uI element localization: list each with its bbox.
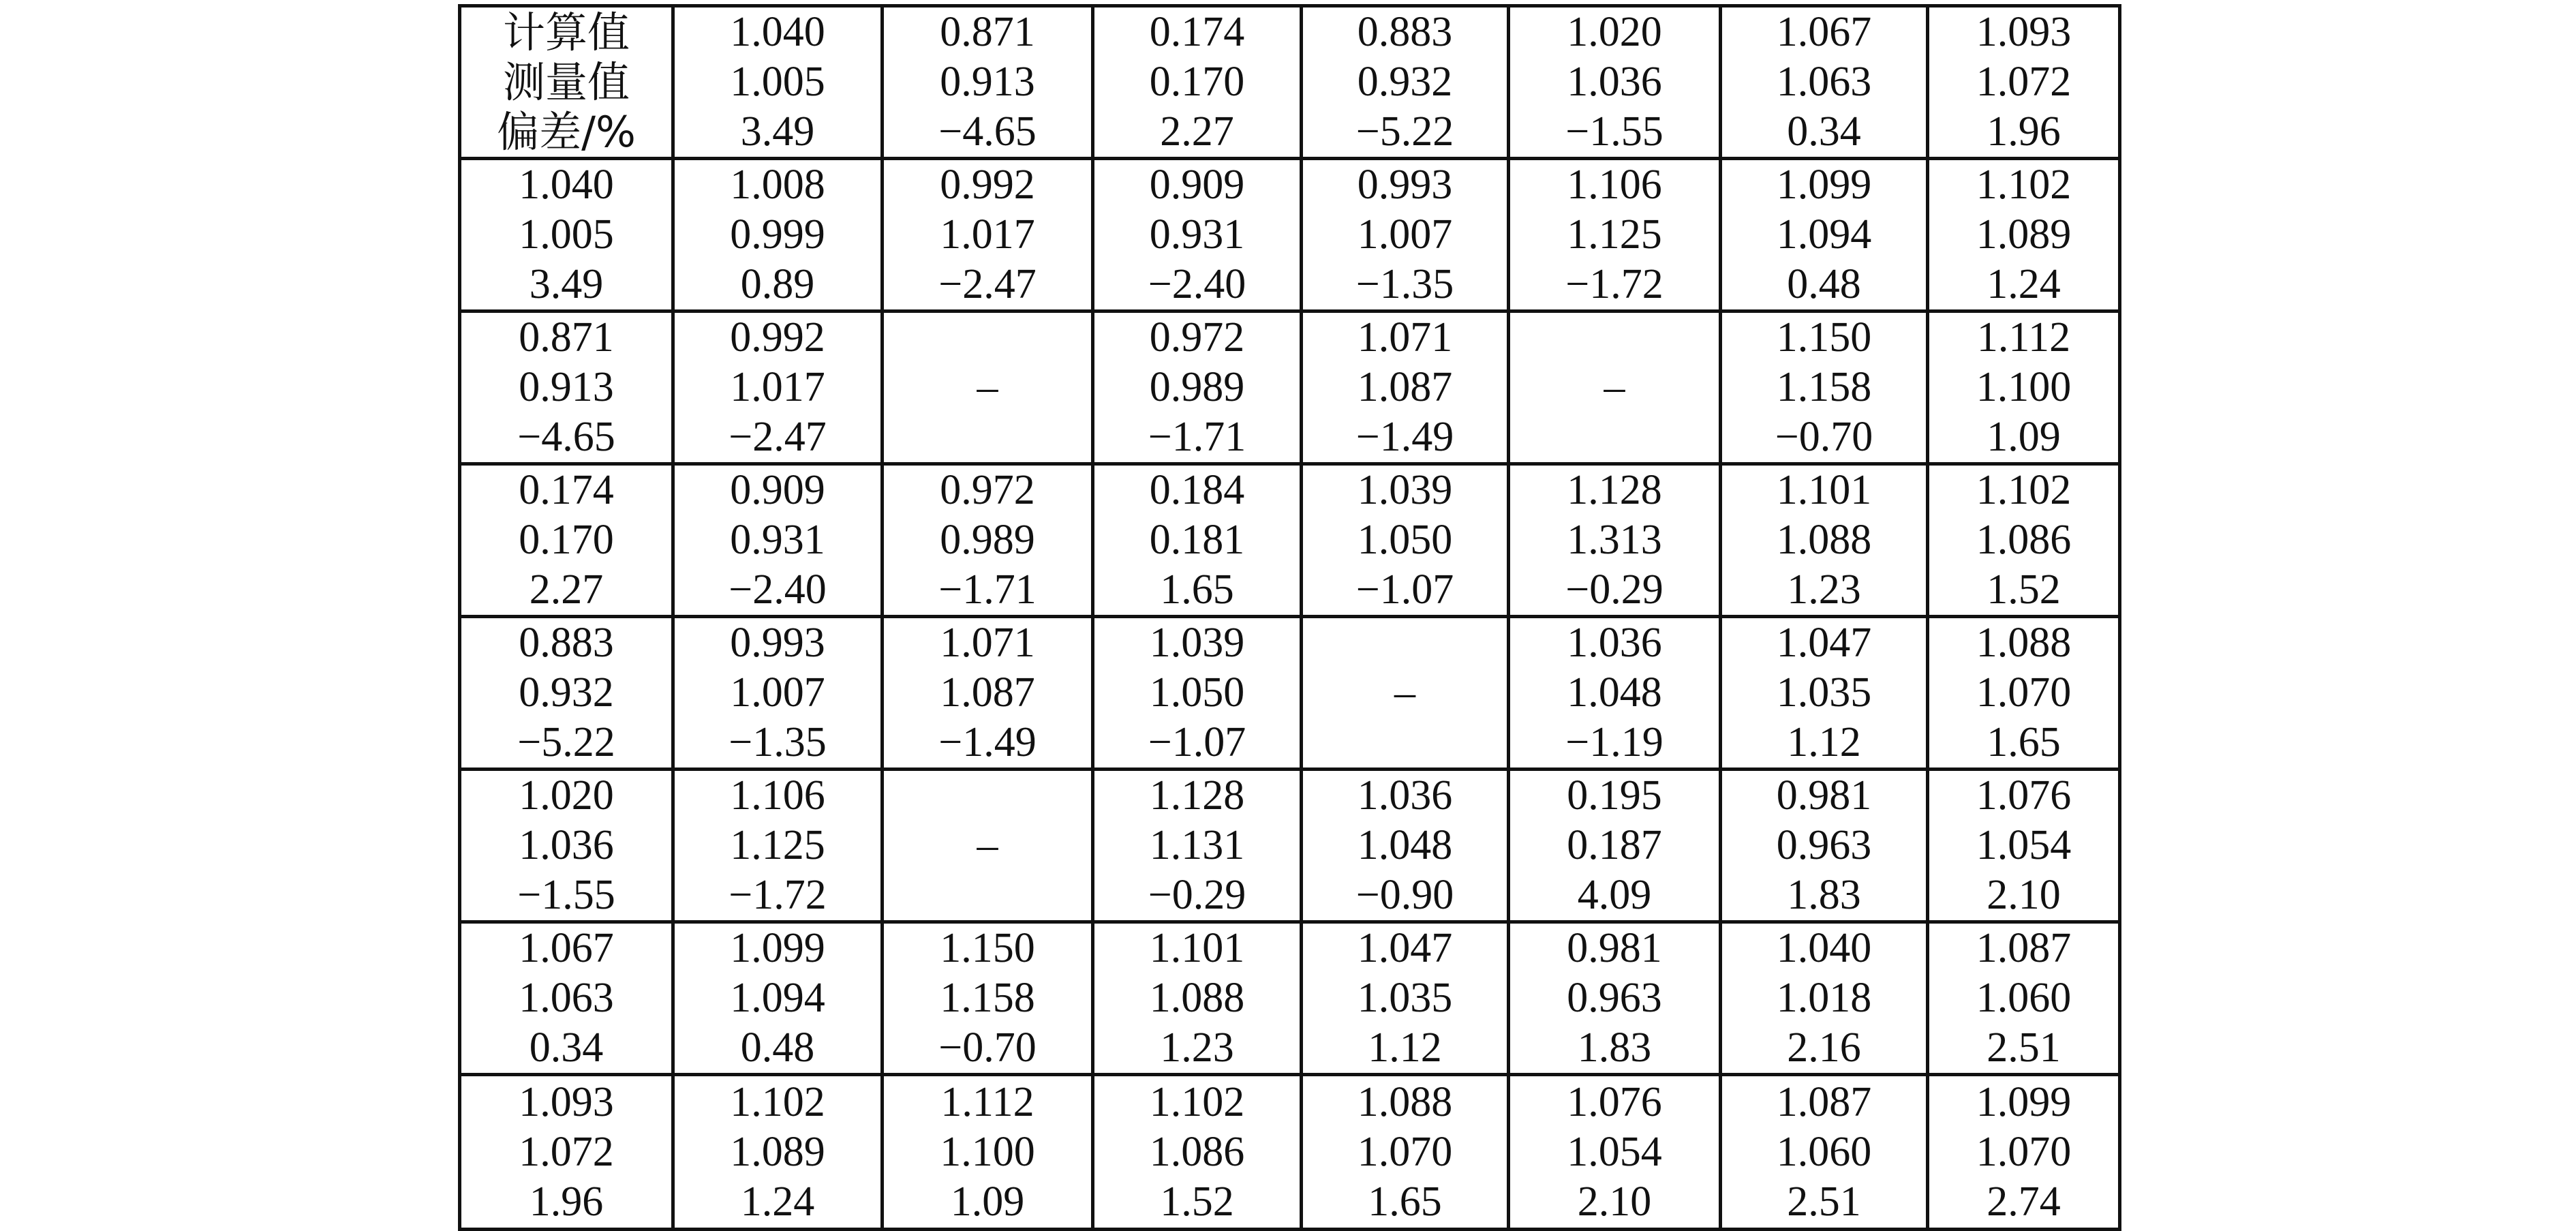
measured-value: 0.932 bbox=[1357, 59, 1453, 105]
calculated-value: 1.102 bbox=[1976, 467, 2072, 513]
table-row bbox=[460, 6, 2120, 159]
deviation-value: 2.51 bbox=[1987, 1024, 2061, 1071]
calculated-value: 1.047 bbox=[1357, 925, 1453, 971]
calculated-value: 1.039 bbox=[1357, 467, 1453, 513]
deviation-value: 1.65 bbox=[1987, 719, 2061, 765]
table-row bbox=[460, 464, 2120, 617]
deviation-value: 3.49 bbox=[740, 108, 815, 155]
deviation-value: −1.07 bbox=[1355, 566, 1454, 613]
calculated-value: 1.093 bbox=[519, 1078, 614, 1125]
table-cell bbox=[673, 770, 883, 922]
deviation-value: 1.09 bbox=[950, 1178, 1025, 1225]
calculated-value: 1.128 bbox=[1149, 772, 1245, 819]
empty-cell bbox=[883, 770, 1093, 922]
deviation-value: −4.65 bbox=[938, 108, 1037, 155]
table-cell bbox=[673, 6, 883, 159]
table-cell bbox=[1302, 922, 1509, 1075]
table-cell bbox=[883, 1075, 1093, 1230]
calculated-value: 1.102 bbox=[1976, 162, 2072, 208]
table-row bbox=[460, 159, 2120, 311]
deviation-value: −1.49 bbox=[938, 719, 1037, 765]
calculated-value: 1.112 bbox=[940, 1078, 1034, 1125]
deviation-value: −1.55 bbox=[1565, 108, 1663, 155]
measured-value: 1.060 bbox=[1776, 1128, 1872, 1175]
table-cell bbox=[460, 311, 673, 464]
measured-value: 1.007 bbox=[730, 669, 825, 716]
measured-value: 1.070 bbox=[1976, 669, 2072, 716]
table-cell bbox=[460, 1075, 673, 1230]
calculated-value: 1.020 bbox=[1567, 9, 1662, 55]
deviation-value: −0.29 bbox=[1148, 872, 1246, 918]
calculated-value: 0.883 bbox=[519, 620, 614, 666]
table-row bbox=[460, 770, 2120, 922]
calculated-value: 0.871 bbox=[940, 9, 1035, 55]
calculated-value: 0.195 bbox=[1567, 772, 1662, 819]
measured-value: 0.932 bbox=[519, 669, 614, 716]
measured-value: 1.054 bbox=[1976, 822, 2072, 868]
table-cell bbox=[1721, 6, 1928, 159]
legend-cell bbox=[460, 6, 673, 159]
empty-cell bbox=[1302, 617, 1509, 770]
table-cell bbox=[1093, 617, 1302, 770]
calculated-value: 1.039 bbox=[1149, 620, 1245, 666]
measured-value: 1.048 bbox=[1567, 669, 1662, 716]
measured-value: 1.100 bbox=[940, 1128, 1035, 1175]
measured-value: 0.170 bbox=[519, 517, 614, 563]
no-data-dash: – bbox=[977, 364, 998, 410]
table-cell bbox=[1721, 770, 1928, 922]
table-cell bbox=[460, 770, 673, 922]
deviation-value: 2.10 bbox=[1987, 872, 2061, 918]
table-row bbox=[460, 617, 2120, 770]
no-data-dash: – bbox=[977, 822, 998, 868]
measured-value: 1.072 bbox=[519, 1128, 614, 1175]
deviation-value: −1.07 bbox=[1148, 719, 1246, 765]
table-cell bbox=[883, 159, 1093, 311]
table-cell bbox=[1928, 311, 2120, 464]
measured-value: 1.158 bbox=[940, 975, 1035, 1021]
calculated-value: 1.071 bbox=[1357, 314, 1453, 361]
deviation-value: 1.23 bbox=[1787, 566, 1861, 613]
deviation-value: 1.96 bbox=[1987, 108, 2061, 155]
deviation-value: 0.34 bbox=[529, 1024, 604, 1071]
table-cell bbox=[1721, 922, 1928, 1075]
deviation-value: 1.65 bbox=[1368, 1178, 1442, 1225]
deviation-value: 2.27 bbox=[529, 566, 604, 613]
table-cell bbox=[460, 922, 673, 1075]
measured-value: 1.087 bbox=[1357, 364, 1453, 410]
deviation-value: −1.55 bbox=[517, 872, 615, 918]
deviation-value: 1.12 bbox=[1787, 719, 1861, 765]
no-data-dash: – bbox=[1604, 364, 1625, 410]
table-cell bbox=[1302, 1075, 1509, 1230]
measured-value: 1.131 bbox=[1149, 822, 1245, 868]
measured-value: 0.931 bbox=[1149, 211, 1245, 258]
table-cell bbox=[673, 922, 883, 1075]
table-cell bbox=[1928, 159, 2120, 311]
deviation-value: 1.52 bbox=[1987, 566, 2061, 613]
calculated-value: 1.071 bbox=[940, 620, 1035, 666]
calculated-value: 1.076 bbox=[1567, 1078, 1662, 1125]
measured-value: 0.999 bbox=[730, 211, 825, 258]
calculated-value: 1.040 bbox=[519, 162, 614, 208]
table-cell bbox=[1509, 922, 1721, 1075]
measured-value: 0.913 bbox=[940, 59, 1035, 105]
measured-value: 1.125 bbox=[1567, 211, 1662, 258]
deviation-value: −0.90 bbox=[1355, 872, 1454, 918]
deviation-value: 0.48 bbox=[1787, 261, 1861, 307]
calculated-label: 计算值 bbox=[502, 7, 630, 57]
table-cell bbox=[1928, 1075, 2120, 1230]
measured-value: 0.913 bbox=[519, 364, 614, 410]
calculated-value: 1.102 bbox=[730, 1078, 825, 1125]
deviation-value: 1.83 bbox=[1577, 1024, 1652, 1071]
calculated-value: 0.972 bbox=[1149, 314, 1245, 361]
calculated-value: 1.101 bbox=[1149, 925, 1245, 971]
deviation-value: 1.83 bbox=[1787, 872, 1861, 918]
deviation-value: −5.22 bbox=[1355, 108, 1454, 155]
measured-value: 1.018 bbox=[1776, 975, 1872, 1021]
calculated-value: 1.076 bbox=[1976, 772, 2072, 819]
table-cell bbox=[1509, 159, 1721, 311]
power-distribution-table bbox=[458, 4, 2121, 1231]
empty-cell bbox=[883, 311, 1093, 464]
table-cell bbox=[1721, 159, 1928, 311]
table-cell bbox=[673, 617, 883, 770]
deviation-value: −1.49 bbox=[1355, 414, 1454, 460]
deviation-value: 1.24 bbox=[1987, 261, 2061, 307]
table-cell bbox=[883, 6, 1093, 159]
measured-value: 1.005 bbox=[519, 211, 614, 258]
calculated-value: 1.099 bbox=[1776, 162, 1872, 208]
calculated-value: 1.036 bbox=[1357, 772, 1453, 819]
calculated-value: 0.981 bbox=[1776, 772, 1872, 819]
deviation-value: −0.29 bbox=[1565, 566, 1663, 613]
measured-value: 1.072 bbox=[1976, 59, 2072, 105]
deviation-value: −2.47 bbox=[938, 261, 1037, 307]
measured-value: 1.060 bbox=[1976, 975, 2072, 1021]
deviation-value: −0.70 bbox=[938, 1024, 1037, 1071]
table-cell bbox=[1928, 922, 2120, 1075]
measured-value: 1.017 bbox=[730, 364, 825, 410]
measured-value: 1.089 bbox=[1976, 211, 2072, 258]
table-cell bbox=[1509, 464, 1721, 617]
table-row bbox=[460, 311, 2120, 464]
table-cell bbox=[1093, 464, 1302, 617]
measured-value: 1.094 bbox=[730, 975, 825, 1021]
deviation-value: 1.12 bbox=[1368, 1024, 1442, 1071]
calculated-value: 1.102 bbox=[1149, 1078, 1245, 1125]
measured-value: 1.087 bbox=[940, 669, 1035, 716]
measured-value: 1.100 bbox=[1976, 364, 2072, 410]
measured-value: 1.036 bbox=[519, 822, 614, 868]
deviation-value: −1.71 bbox=[1148, 414, 1246, 460]
table-cell bbox=[1928, 770, 2120, 922]
table-row bbox=[460, 922, 2120, 1075]
deviation-value: 2.27 bbox=[1160, 108, 1234, 155]
table-cell bbox=[1093, 770, 1302, 922]
table-row bbox=[460, 1075, 2120, 1230]
table-cell bbox=[1093, 922, 1302, 1075]
table-cell bbox=[673, 159, 883, 311]
calculated-value: 1.008 bbox=[730, 162, 825, 208]
measured-value: 1.005 bbox=[730, 59, 825, 105]
deviation-value: 1.24 bbox=[740, 1178, 815, 1225]
measured-value: 1.070 bbox=[1976, 1128, 2072, 1175]
measured-value: 1.063 bbox=[519, 975, 614, 1021]
deviation-value: −5.22 bbox=[517, 719, 615, 765]
measured-value: 1.094 bbox=[1776, 211, 1872, 258]
table-cell bbox=[1302, 311, 1509, 464]
measured-value: 1.048 bbox=[1357, 822, 1453, 868]
measured-value: 0.181 bbox=[1149, 517, 1245, 563]
deviation-value: 2.16 bbox=[1787, 1024, 1861, 1071]
calculated-value: 0.981 bbox=[1567, 925, 1662, 971]
measured-value: 1.158 bbox=[1776, 364, 1872, 410]
calculated-value: 0.972 bbox=[940, 467, 1035, 513]
calculated-value: 1.150 bbox=[1776, 314, 1872, 361]
empty-cell bbox=[1509, 311, 1721, 464]
deviation-value: −1.72 bbox=[729, 872, 827, 918]
measured-value: 0.963 bbox=[1776, 822, 1872, 868]
deviation-value: −0.70 bbox=[1775, 414, 1873, 460]
deviation-value: −2.40 bbox=[1148, 261, 1246, 307]
calculated-value: 1.106 bbox=[730, 772, 825, 819]
measured-value: 1.088 bbox=[1149, 975, 1245, 1021]
deviation-value: 3.49 bbox=[529, 261, 604, 307]
table-cell bbox=[1928, 6, 2120, 159]
calculated-value: 1.067 bbox=[519, 925, 614, 971]
table-cell bbox=[460, 464, 673, 617]
deviation-value: 2.51 bbox=[1787, 1178, 1861, 1225]
deviation-value: 2.10 bbox=[1577, 1178, 1652, 1225]
calculated-value: 1.047 bbox=[1776, 620, 1872, 666]
table-cell bbox=[1093, 311, 1302, 464]
table-cell bbox=[1302, 159, 1509, 311]
calculated-value: 1.087 bbox=[1976, 925, 2072, 971]
calculated-value: 0.184 bbox=[1149, 467, 1245, 513]
calculated-value: 0.909 bbox=[730, 467, 825, 513]
measured-value: 1.017 bbox=[940, 211, 1035, 258]
measured-value: 1.086 bbox=[1976, 517, 2072, 563]
table-cell bbox=[1928, 464, 2120, 617]
table-cell bbox=[460, 617, 673, 770]
calculated-value: 1.128 bbox=[1567, 467, 1662, 513]
calculated-value: 1.093 bbox=[1976, 9, 2072, 55]
measured-value: 0.187 bbox=[1567, 822, 1662, 868]
deviation-value: 1.52 bbox=[1160, 1178, 1234, 1225]
no-data-dash: – bbox=[1394, 669, 1415, 716]
deviation-value: −1.72 bbox=[1565, 261, 1663, 307]
table-cell bbox=[883, 464, 1093, 617]
deviation-value: −2.47 bbox=[729, 414, 827, 460]
deviation-value: −4.65 bbox=[517, 414, 615, 460]
table-cell bbox=[1721, 311, 1928, 464]
deviation-value: 1.65 bbox=[1160, 566, 1234, 613]
calculated-value: 1.150 bbox=[940, 925, 1035, 971]
measured-value: 0.963 bbox=[1567, 975, 1662, 1021]
measured-value: 1.088 bbox=[1776, 517, 1872, 563]
table-cell bbox=[1509, 1075, 1721, 1230]
deviation-value: 0.89 bbox=[740, 261, 815, 307]
table-cell bbox=[1302, 464, 1509, 617]
deviation-value: −1.35 bbox=[729, 719, 827, 765]
measured-label: 测量值 bbox=[502, 57, 630, 107]
calculated-value: 1.020 bbox=[519, 772, 614, 819]
calculated-value: 0.993 bbox=[1357, 162, 1453, 208]
measured-value: 1.089 bbox=[730, 1128, 825, 1175]
calculated-value: 0.174 bbox=[519, 467, 614, 513]
table-cell bbox=[1093, 6, 1302, 159]
calculated-value: 1.106 bbox=[1567, 162, 1662, 208]
table-cell bbox=[460, 159, 673, 311]
deviation-value: 0.34 bbox=[1787, 108, 1861, 155]
table-cell bbox=[1302, 770, 1509, 922]
measured-value: 1.125 bbox=[730, 822, 825, 868]
table-cell bbox=[673, 464, 883, 617]
table-cell bbox=[1509, 6, 1721, 159]
calculated-value: 0.883 bbox=[1357, 9, 1453, 55]
calculated-value: 0.174 bbox=[1149, 9, 1245, 55]
calculated-value: 0.992 bbox=[940, 162, 1035, 208]
calculated-value: 0.992 bbox=[730, 314, 825, 361]
deviation-value: −1.71 bbox=[938, 566, 1037, 613]
table-cell bbox=[673, 1075, 883, 1230]
deviation-value: −1.19 bbox=[1565, 719, 1663, 765]
table-cell bbox=[1721, 617, 1928, 770]
calculated-value: 1.040 bbox=[730, 9, 825, 55]
deviation-value: 1.09 bbox=[1987, 414, 2061, 460]
measured-value: 1.070 bbox=[1357, 1128, 1453, 1175]
calculated-value: 1.112 bbox=[1976, 314, 2071, 361]
measured-value: 0.931 bbox=[730, 517, 825, 563]
table-cell bbox=[1928, 617, 2120, 770]
calculated-value: 1.087 bbox=[1776, 1078, 1872, 1125]
table-cell bbox=[1509, 770, 1721, 922]
measured-value: 1.313 bbox=[1567, 517, 1662, 563]
calculated-value: 1.040 bbox=[1776, 925, 1872, 971]
measured-value: 1.063 bbox=[1776, 59, 1872, 105]
calculated-value: 1.088 bbox=[1357, 1078, 1453, 1125]
measured-value: 1.054 bbox=[1567, 1128, 1662, 1175]
measured-value: 1.050 bbox=[1149, 669, 1245, 716]
calculated-value: 1.088 bbox=[1976, 620, 2072, 666]
measured-value: 1.035 bbox=[1776, 669, 1872, 716]
measured-value: 1.035 bbox=[1357, 975, 1453, 1021]
calculated-value: 0.909 bbox=[1149, 162, 1245, 208]
deviation-value: −2.40 bbox=[729, 566, 827, 613]
measured-value: 0.989 bbox=[940, 517, 1035, 563]
deviation-value: 2.74 bbox=[1987, 1178, 2061, 1225]
table-cell bbox=[1721, 1075, 1928, 1230]
calculated-value: 1.067 bbox=[1776, 9, 1872, 55]
calculated-value: 1.036 bbox=[1567, 620, 1662, 666]
calculated-value: 1.099 bbox=[730, 925, 825, 971]
table-cell bbox=[883, 617, 1093, 770]
measured-value: 0.989 bbox=[1149, 364, 1245, 410]
measured-value: 0.170 bbox=[1149, 59, 1245, 105]
table-cell bbox=[1093, 159, 1302, 311]
table-cell bbox=[673, 311, 883, 464]
deviation-value: 1.23 bbox=[1160, 1024, 1234, 1071]
deviation-value: 1.96 bbox=[529, 1178, 604, 1225]
calculated-value: 1.101 bbox=[1776, 467, 1872, 513]
calculated-value: 0.993 bbox=[730, 620, 825, 666]
measured-value: 1.036 bbox=[1567, 59, 1662, 105]
deviation-value: 4.09 bbox=[1577, 872, 1652, 918]
deviation-label: 偏差/% bbox=[497, 107, 636, 157]
table-cell bbox=[1721, 464, 1928, 617]
calculated-value: 1.099 bbox=[1976, 1078, 2072, 1125]
table-cell bbox=[1302, 6, 1509, 159]
deviation-value: −1.35 bbox=[1355, 261, 1454, 307]
table-cell bbox=[1509, 617, 1721, 770]
calculated-value: 0.871 bbox=[519, 314, 614, 361]
measured-value: 1.050 bbox=[1357, 517, 1453, 563]
deviation-value: 0.48 bbox=[740, 1024, 815, 1071]
table-cell bbox=[883, 922, 1093, 1075]
measured-value: 1.086 bbox=[1149, 1128, 1245, 1175]
table-cell bbox=[1093, 1075, 1302, 1230]
measured-value: 1.007 bbox=[1357, 211, 1453, 258]
